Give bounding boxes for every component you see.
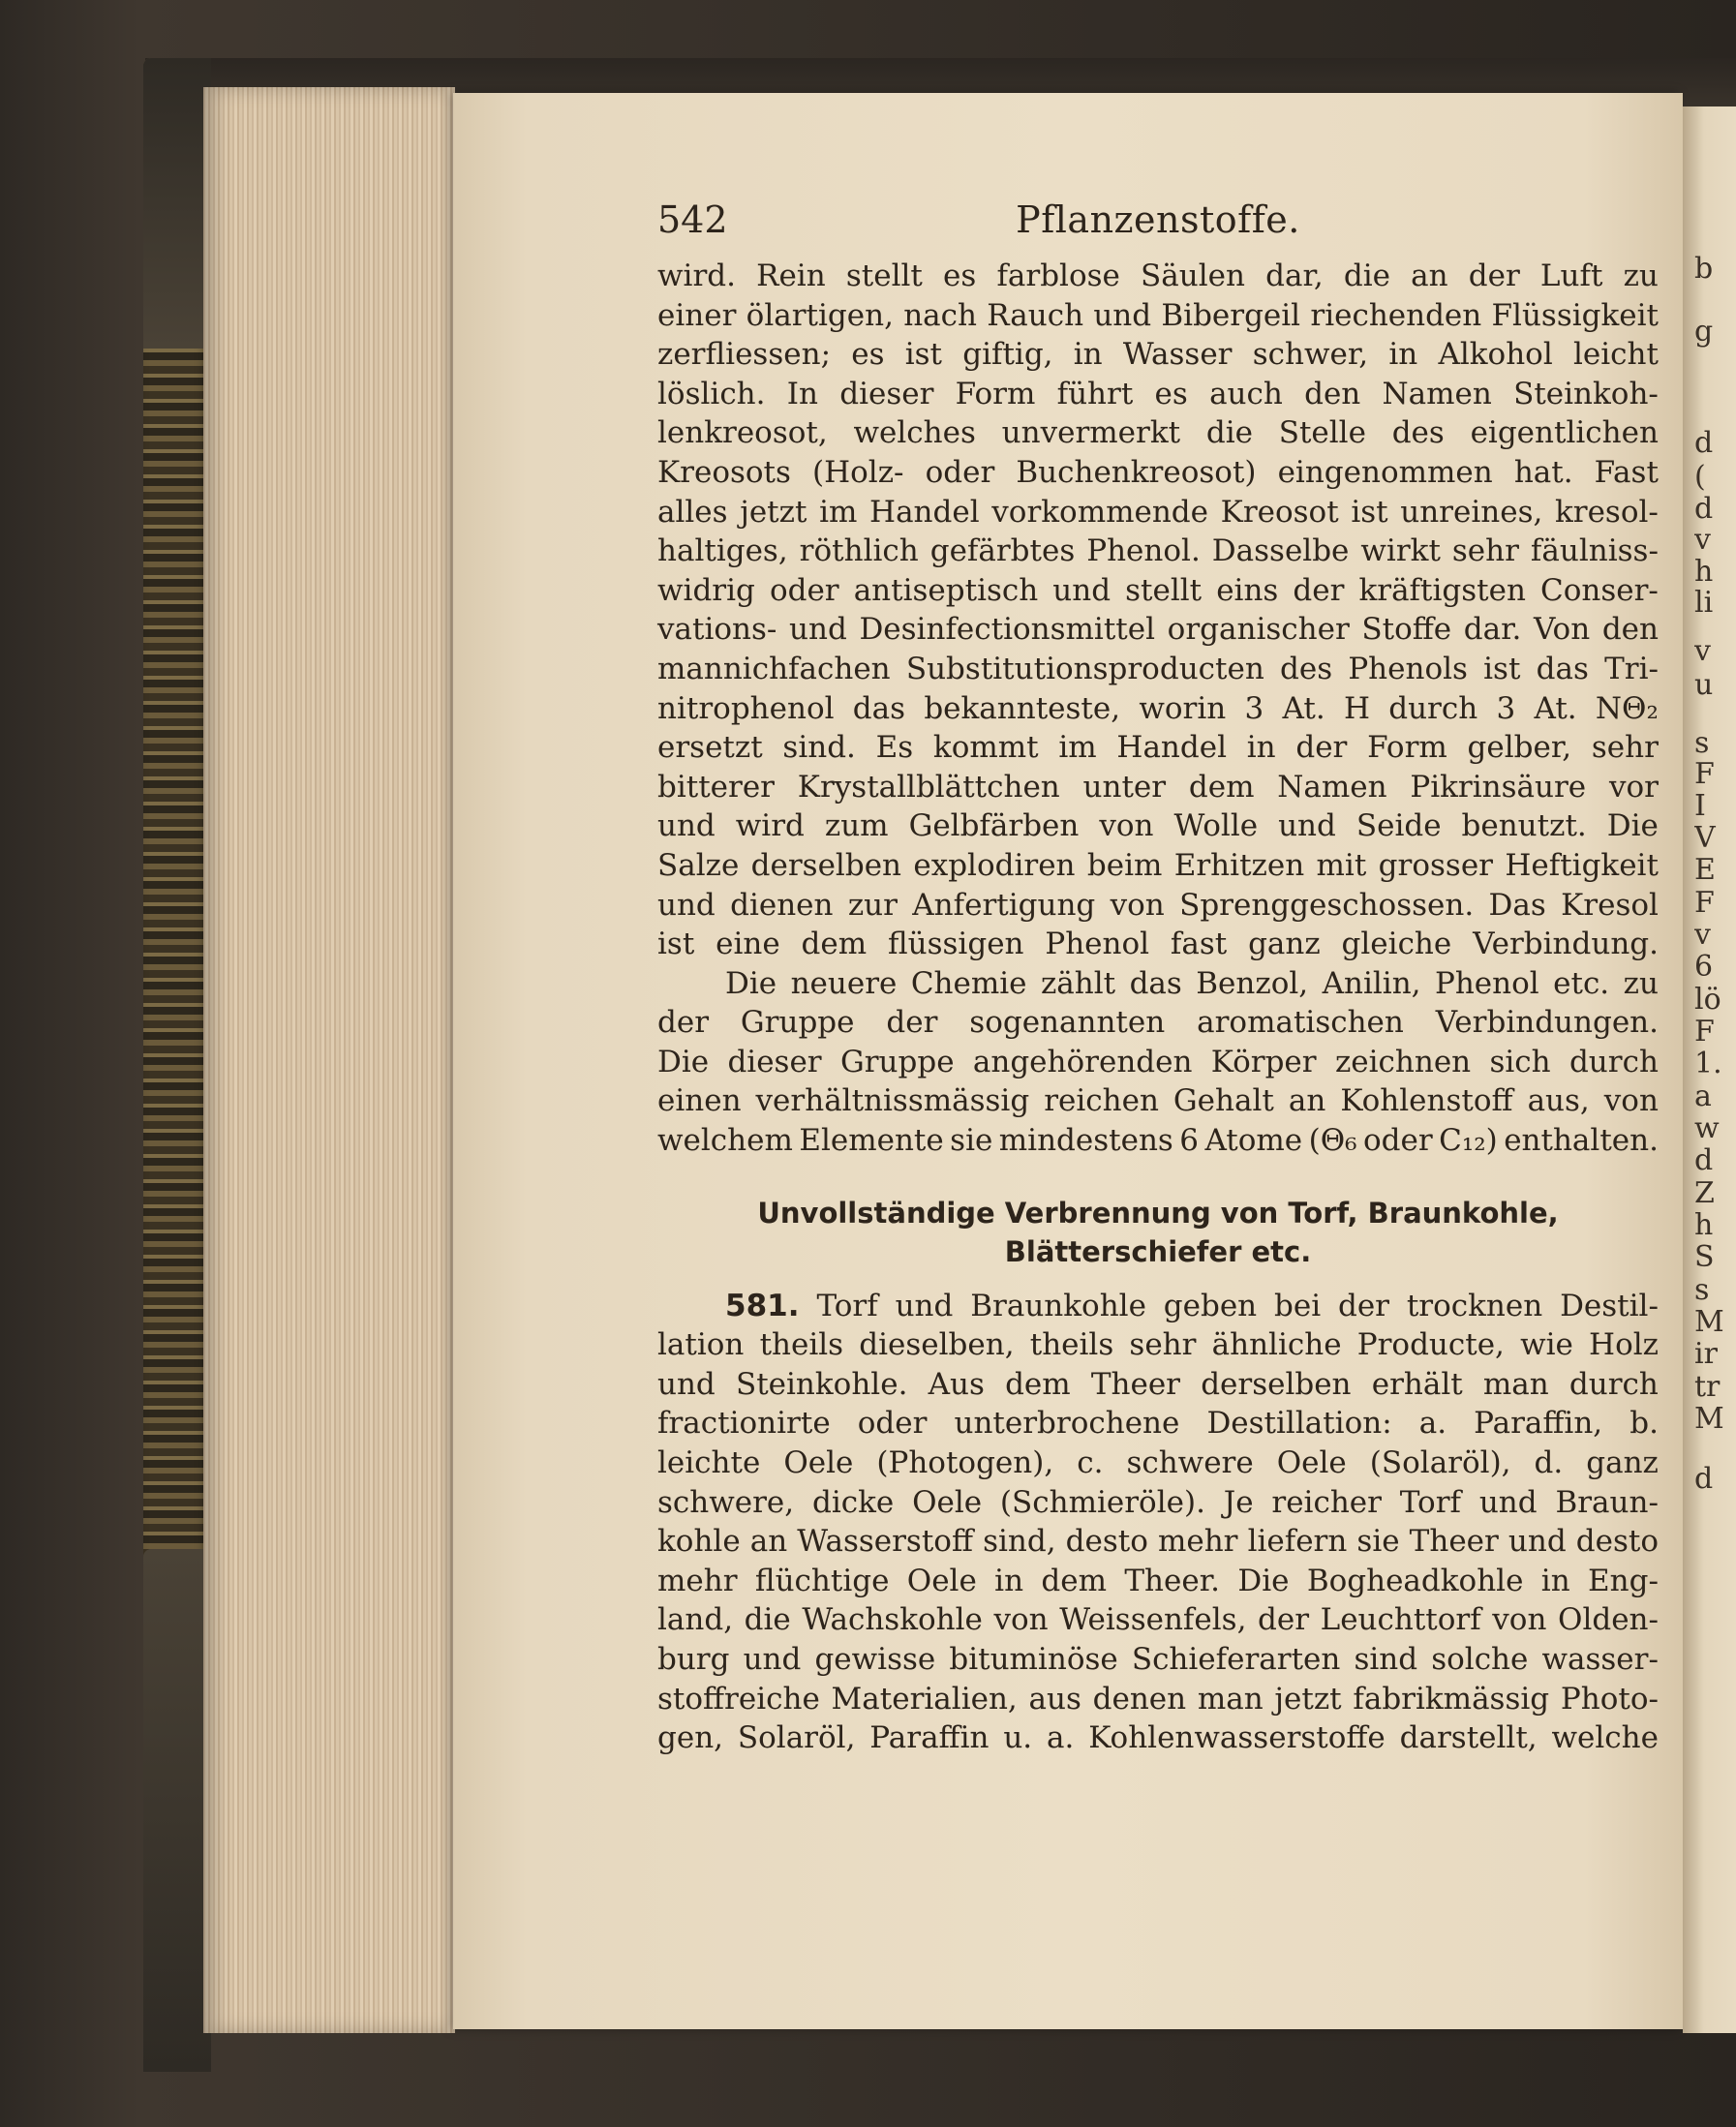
next-page-text-fragment: I xyxy=(1694,789,1706,823)
next-page-text-fragment: d xyxy=(1694,492,1714,526)
next-page-text-fragment: g xyxy=(1694,315,1714,349)
next-page-text-fragment: v xyxy=(1694,523,1711,557)
next-page-text-fragment: h xyxy=(1694,555,1714,589)
next-page-text-fragment: 6 xyxy=(1694,950,1714,984)
next-page-text-fragment: F xyxy=(1694,757,1715,791)
text-line: mannichfachen Substitutionsproducten des Phenols ist das Tri- xyxy=(657,651,1659,686)
text-line: wird. Rein stellt es farblose Säulen dar, die an der Luft zu xyxy=(657,258,1659,293)
text-line: und dienen zur Anfertigung von Sprenggeschossen. Das Kresol xyxy=(657,887,1659,923)
next-page-text-fragment: d xyxy=(1694,1143,1714,1177)
text-line: land, die Wachskohle von Weissenfels, der Leuchttorf von Olden- xyxy=(657,1602,1659,1638)
text-line: welchem Elemente sie mindestens 6 Atome (Θ₆ oder C₁₂) enthalten. xyxy=(657,1123,1659,1159)
next-page-text-fragment: V xyxy=(1694,821,1716,855)
text-line: kohle an Wasserstoff sind, desto mehr liefern sie Theer und desto xyxy=(657,1524,1659,1560)
next-page-text-fragment: d xyxy=(1694,1462,1714,1496)
section-heading-line-1: Unvollständige Verbrennung von Torf, Braunkohle, xyxy=(757,1196,1559,1230)
next-page-text-fragment: v xyxy=(1694,918,1711,952)
section-first-line-text: Torf und Braunkohle geben bei der trocknen Destil- xyxy=(816,1288,1659,1323)
page-edges xyxy=(203,87,455,2033)
text-line: mehr flüchtige Oele in dem Theer. Die Bogheadkohle in Eng- xyxy=(657,1563,1659,1598)
next-page-text-fragment: li xyxy=(1694,586,1714,620)
page-number: 542 xyxy=(657,198,728,241)
text-line: zerfliessen; es ist giftig, in Wasser schwer, in Alkohol leicht xyxy=(657,337,1659,373)
next-page-text-fragment: 1. xyxy=(1694,1047,1722,1080)
section-number: 581. xyxy=(725,1288,800,1323)
text-line: Kreosots (Holz- oder Buchenkreosot) eingenommen hat. Fast xyxy=(657,454,1659,490)
heading-spacer xyxy=(657,1271,1659,1287)
text-line: gen, Solaröl, Paraffin u. a. Kohlenwasserstoffe darstellt, welche xyxy=(657,1720,1659,1756)
text-line: leichte Oele (Photogen), c. schwere Oele (Solaröl), d. ganz xyxy=(657,1445,1659,1481)
text-line: lation theils dieselben, theils sehr ähnliche Producte, wie Holz xyxy=(657,1327,1659,1363)
text-line: stoffreiche Materialien, aus denen man jetzt fabrikmässig Photo- xyxy=(657,1681,1659,1717)
next-page-text-fragment: tr xyxy=(1694,1370,1721,1404)
text-line: der Gruppe der sogenannten aromatischen Verbindungen. xyxy=(657,1005,1659,1041)
text-line: burg und gewisse bituminöse Schieferarten sind solche wasser- xyxy=(657,1642,1659,1677)
text-line: haltiges, röthlich gefärbtes Phenol. Dasselbe wirkt sehr fäulniss- xyxy=(657,533,1659,569)
next-page-text-fragment: a xyxy=(1694,1079,1712,1113)
next-page-text-fragment: w xyxy=(1694,1111,1720,1145)
spine-cover-bottom xyxy=(143,1549,211,2072)
text-line: nitrophenol das bekannteste, worin 3 At. H durch 3 At. NΘ₂ xyxy=(657,690,1659,726)
next-page-text-fragment: M xyxy=(1694,1305,1724,1339)
next-page-edge xyxy=(1683,106,1736,2033)
next-page-text-fragment: s xyxy=(1694,726,1710,760)
text-line: schwere, dicke Oele (Schmieröle). Je reicher Torf und Braun- xyxy=(657,1484,1659,1520)
text-line: ist eine dem flüssigen Phenol fast ganz gleiche Verbindung. xyxy=(657,927,1659,962)
text-line: und Steinkohle. Aus dem Theer derselben erhält man durch xyxy=(657,1366,1659,1402)
paragraph-2 xyxy=(657,964,1659,1161)
next-page-text-fragment: v xyxy=(1694,634,1711,668)
text-line: einen verhältnissmässig reichen Gehalt an Kohlenstoff aus, von xyxy=(657,1083,1659,1119)
text-line: lenkreosot, welches unvermerkt die Stelle des eigentlichen xyxy=(657,415,1659,451)
next-page-text-fragment: b xyxy=(1694,252,1714,286)
page-text xyxy=(657,198,1659,1758)
text-line: fractionirte oder unterbrochene Destillation: a. Paraffin, b. xyxy=(657,1406,1659,1442)
next-page-text-fragment: d xyxy=(1694,426,1714,460)
text-line: löslich. In dieser Form führt es auch den Namen Steinkoh- xyxy=(657,376,1659,411)
next-page-text-fragment: ir xyxy=(1694,1337,1718,1371)
page-header xyxy=(657,198,1659,257)
text-line: vations- und Desinfectionsmittel organischer Stoffe dar. Von den xyxy=(657,612,1659,648)
next-page-text-fragment: Z xyxy=(1694,1176,1715,1210)
section-heading-line-2: Blätterschiefer etc. xyxy=(1004,1234,1312,1268)
text-line: einer ölartigen, nach Rauch und Bibergeil riechenden Flüssigkeit xyxy=(657,297,1659,333)
next-page-text-fragment: u xyxy=(1694,668,1714,702)
next-page-text-fragment: lö xyxy=(1694,983,1721,1017)
section-first-line xyxy=(657,1287,1659,1326)
paragraph-3 xyxy=(657,1325,1659,1758)
paragraph-1 xyxy=(657,257,1659,964)
text-line: Salze derselben explodiren beim Erhitzen mit grosser Heftigkeit xyxy=(657,847,1659,883)
running-head: Pflanzenstoffe. xyxy=(1016,198,1300,241)
text-line: und wird zum Gelbfärben von Wolle und Seide benutzt. Die xyxy=(657,808,1659,844)
next-page-text-fragment: s xyxy=(1694,1273,1710,1307)
text-line: bitterer Krystallblättchen unter dem Namen Pikrinsäure vor xyxy=(657,769,1659,805)
next-page-text-fragment: S xyxy=(1694,1240,1715,1274)
spine-cover-top xyxy=(143,58,211,349)
next-page-text-fragment: E xyxy=(1694,853,1716,887)
next-page-text-fragment: M xyxy=(1694,1402,1724,1436)
next-page-text-fragment: F xyxy=(1694,1015,1715,1048)
next-page-text-fragment: h xyxy=(1694,1208,1714,1242)
text-line: Die dieser Gruppe angehörenden Körper zeichnen sich durch xyxy=(657,1044,1659,1079)
text-line: ersetzt sind. Es kommt im Handel in der Form gelber, sehr xyxy=(657,730,1659,766)
text-line: widrig oder antiseptisch und stellt eins der kräftigsten Conser- xyxy=(657,572,1659,608)
text-line: alles jetzt im Handel vorkommende Kreosot ist unreines, kresol- xyxy=(657,494,1659,530)
text-line: Die neuere Chemie zählt das Benzol, Anilin, Phenol etc. zu xyxy=(725,965,1659,1001)
next-page-text-fragment: F xyxy=(1694,886,1715,920)
next-page-text-fragment: ( xyxy=(1694,460,1706,494)
section-spacer xyxy=(657,1161,1659,1194)
